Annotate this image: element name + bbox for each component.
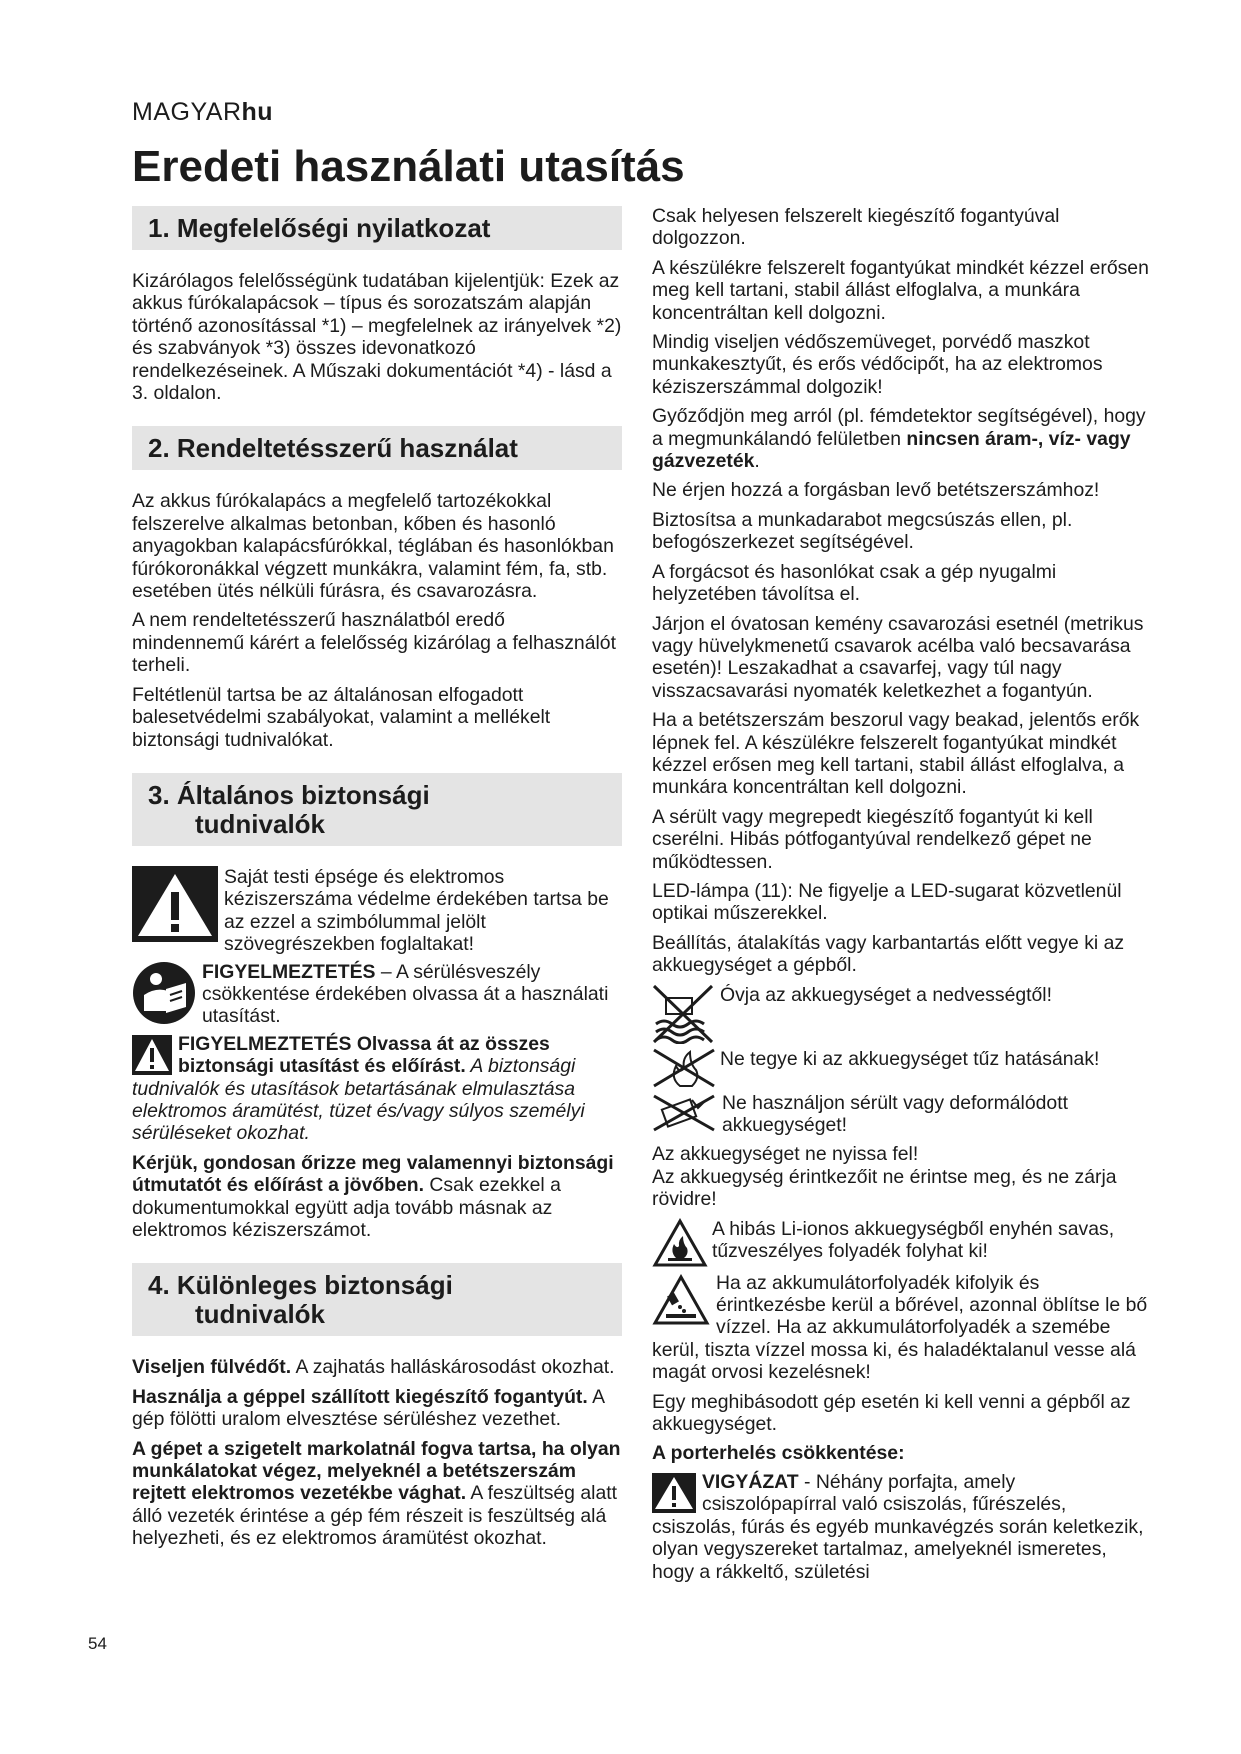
- language-prefix: MAGYAR: [132, 98, 242, 126]
- no-damaged-battery-icon: [652, 1094, 716, 1132]
- read-manual-bold: FIGYELMEZTETÉS: [202, 960, 376, 983]
- language-code: hu: [241, 98, 274, 126]
- caution-warning-icon: [652, 1473, 696, 1513]
- s4-paragraph-3: [132, 1438, 622, 1550]
- r4-end: .: [754, 450, 760, 473]
- warning-triangle-icon: [132, 866, 218, 942]
- s1-paragraph: Kizárólagos felelősségünk tudatában kijelentjük: Ezek az akkus fúrókalapácsok – típus és sorozatszám alapján történő azonosítással *1) – megfelelnek az irányelvek *2) és szabványok *3) összes idevonatkozó rendelkezéseinek. A Műszaki dokumentációt *4) - lásd a 3. oldalon.: [132, 270, 622, 405]
- keep-instructions-text: Csak ezekkel a dokumentumokkal együtt adja tovább másnak az elektromos kéziszerszámot.: [132, 1174, 561, 1241]
- section-4-heading-line1: 4. Különleges biztonsági: [148, 1270, 453, 1301]
- right-paragraph-7: A forgácsot és hasonlókat csak a gép nyugalmi helyzetében távolítsa el.: [652, 560, 1057, 606]
- right-paragraph-5: Ne érjen hozzá a forgásban levő betétszerszámhoz!: [652, 479, 1100, 502]
- read-manual-note: [132, 961, 622, 1028]
- moisture-symbol-row: [652, 984, 1152, 1044]
- right-paragraph-9: Ha a betétszerszám beszorul vagy beakad, jelentős erők lépnek fel. A készülékre felszerelt fogantyúkat mindkét kézzel erősen meg kell tartani, stabil állást elfoglalva, a munkára koncentráltan kell dolgozni.: [652, 709, 1140, 799]
- caution-bold: VIGYÁZAT: [702, 1470, 799, 1493]
- page-number: 54: [88, 1634, 107, 1653]
- right-paragraph-1: Csak helyesen felszerelt kiegészítő fogantyúval dolgozzon.: [652, 205, 1060, 250]
- keep-instructions: [132, 1152, 622, 1242]
- small-warning-icon: [132, 1035, 172, 1075]
- section-2-heading: 2. Rendeltetésszerű használat: [132, 426, 622, 470]
- right-column: [652, 205, 1152, 1590]
- read-all-bold: FIGYELMEZTETÉS Olvassa át az összes biztonsági utasítást és előírást.: [178, 1032, 550, 1078]
- fire-text: Ne tegye ki az akkuegységet tűz hatásának!: [720, 1047, 1100, 1070]
- left-column: [132, 206, 622, 1557]
- warning-symbol-note: [132, 866, 622, 956]
- damaged-battery-text: Ne használjon sérült vagy deformálódott akkuegységet!: [722, 1091, 1068, 1136]
- s4-p1-bold: Viseljen fülvédőt.: [132, 1356, 292, 1379]
- right-paragraph-2: A készülékre felszerelt fogantyúkat mindkét kézzel erősen meg kell tartani, stabil állást elfoglalva, a munkára koncentráltan kell dolgozni.: [652, 256, 1149, 324]
- no-fire-icon: [652, 1048, 716, 1088]
- flammable-warning-icon: [652, 1218, 708, 1268]
- dust-heading: A porterhelés csökkentése:: [652, 1442, 905, 1465]
- read-all-italic: A biztonsági tudnivalók és utasítások betartásának elmulasztása elektromos áramütést, tüzet és/vagy súlyos személyi sérüléseket okozhat.: [132, 1055, 585, 1145]
- s4-paragraph-1: [132, 1356, 622, 1378]
- r4-bold: nincsen áram-, víz- vagy gázvezeték: [652, 427, 1131, 473]
- section-3-heading-line2: tudnivalók: [195, 808, 326, 839]
- right-paragraph-12: Beállítás, átalakítás vagy karbantartás előtt vegye ki az akkuegységet a gépből.: [652, 931, 1125, 977]
- s2-paragraph-3: Feltétlenül tartsa be az általánosan elfogadott balesetvédelmi szabályokat, valamint a mellékelt biztonsági tudnivalókat.: [132, 683, 551, 751]
- right-paragraph-14: Az akkuegység érintkezőit ne érintse meg, és ne zárja rövidre!: [652, 1165, 1117, 1211]
- warning-symbol-text: Saját testi épsége és elektromos kéziszerszáma védelme érdekében tartsa be az ezzel a szimbólummal jelölt szövegrészekben foglaltakat!: [224, 865, 609, 956]
- keep-instructions-bold: Kérjük, gondosan őrizze meg valamennyi biztonsági útmutatót és előírást a jövőben.: [132, 1151, 614, 1197]
- right-paragraph-15: Egy meghibásodott gép esetén ki kell venni a gépből az akkuegységet.: [652, 1390, 1131, 1436]
- section-3-heading-line1: 3. Általános biztonsági: [148, 779, 430, 810]
- corrosive-row: [652, 1272, 1152, 1384]
- s2-paragraph-1: Az akkus fúrókalapács a megfelelő tartozékokkal felszerelve alkalmas betonban, kőben és hasonló anyagokban kalapácsfúrókkal, téglában és hasonlókban fúrókoronákkal végzett munkákra, valamint fém, fa, stb. esetében ütés nélküli fúrásra, és csavarozásra.: [132, 490, 614, 603]
- s4-p2-text: A gép fölötti uralom elvesztése sérüléshez vezethet.: [132, 1385, 604, 1431]
- section-4-heading-line2: tudnivalók: [195, 1299, 326, 1330]
- flammable-symbol-row: [652, 1218, 1152, 1268]
- s4-p3-text: A feszültség alatt álló vezeték érintése a gép fém részeit is feszültség alá helyezheti, és ez elektromos áramütést okozhat.: [132, 1482, 618, 1550]
- flammable-text: A hibás Li-ionos akkuegységből enyhén savas, tűzveszélyes folyadék folyhat ki!: [712, 1217, 1115, 1263]
- section-1-heading: 1. Megfelelőségi nyilatkozat: [132, 206, 622, 250]
- s4-p2-bold: Használja a géppel szállított kiegészítő fogantyút.: [132, 1385, 588, 1408]
- s4-paragraph-2: [132, 1386, 622, 1431]
- right-paragraph-3: Mindig viseljen védőszemüveget, porvédő maszkot munkakesztyűt, és erős védőcipőt, ha az elektromos kéziszerszámmal dolgozik!: [652, 331, 1103, 398]
- right-paragraph-11: LED-lámpa (11): Ne figyelje a LED-sugarat közvetlenül optikai műszerekkel.: [652, 879, 1122, 925]
- no-moisture-icon: [652, 984, 716, 1044]
- s2-paragraph-2: A nem rendeltetésszerű használatból eredő mindennemű kárért a felelősség kizárólag a felhasználót terheli.: [132, 609, 616, 677]
- page-title: Eredeti használati utasítás: [132, 142, 685, 191]
- language-label: [132, 98, 273, 127]
- s4-p1-text: A zajhatás halláskárosodást okozhat.: [291, 1356, 615, 1379]
- caution-text: - Néhány porfajta, amely csiszolópapírral való csiszolás, fűrészelés, csiszolás, fúrás és egyéb munkavégzés során keletkezik, olyan vegyszereket tartalmaz, amelyeknél ismeretes, hogy a rákkeltő, születési: [652, 1470, 1144, 1583]
- fire-symbol-row: [652, 1048, 1152, 1088]
- right-paragraph-6: Biztosítsa a munkadarabot megcsúszás ellen, pl. befogószerkezet segítségével.: [652, 508, 1073, 554]
- read-manual-text: – A sérülésveszély csökkentése érdekében olvassa át a használati utasítást.: [202, 960, 609, 1028]
- corrosive-warning-icon: [652, 1274, 710, 1326]
- corrosive-text: Ha az akkumulátorfolyadék kifolyik és érintkezésbe kerül a bőrével, azonnal öblítse le bő vízzel. Ha az akkumulátorfolyadék a szemébe kerül, tiszta vízzel mossa ki, és haladéktalanul vesse alá magát orvosi kezelésnek!: [652, 1271, 1148, 1384]
- read-all-warning: [132, 1033, 622, 1145]
- s4-p3-bold: A gépet a szigetelt markolatnál fogva tartsa, ha olyan munkálatokat végez, melyeknél a betétszerszám rejtett elektromos vezetékbe vághat.: [132, 1437, 621, 1505]
- moisture-text: Óvja az akkuegységet a nedvességtől!: [720, 983, 1052, 1006]
- right-paragraph-13: Az akkuegységet ne nyissa fel!: [652, 1143, 919, 1166]
- r4-text: Győződjön meg arról (pl. fémdetektor segítségével), hogy a megmunkálandó felületben: [652, 405, 1146, 450]
- caution-paragraph: [652, 1471, 1152, 1583]
- section-4-heading: [132, 1263, 622, 1336]
- read-manual-icon: [132, 961, 196, 1025]
- right-paragraph-4: [652, 405, 1152, 472]
- damaged-battery-row: [652, 1092, 1152, 1137]
- right-paragraph-10: A sérült vagy megrepedt kiegészítő fogantyút ki kell cserélni. Hibás pótfogantyúval rendelkező gépet ne működtessen.: [652, 805, 1093, 873]
- right-paragraph-8: Járjon el óvatosan kemény csavarozási esetnél (metrikus vagy hüvelykmenetű csavarok acélba való becsavarása esetén)! Leszakadhat a csavarfej, vagy túl nagy visszacsavarási nyomaték keletkezhet a fogantyún.: [652, 612, 1144, 702]
- section-3-heading: [132, 773, 622, 846]
